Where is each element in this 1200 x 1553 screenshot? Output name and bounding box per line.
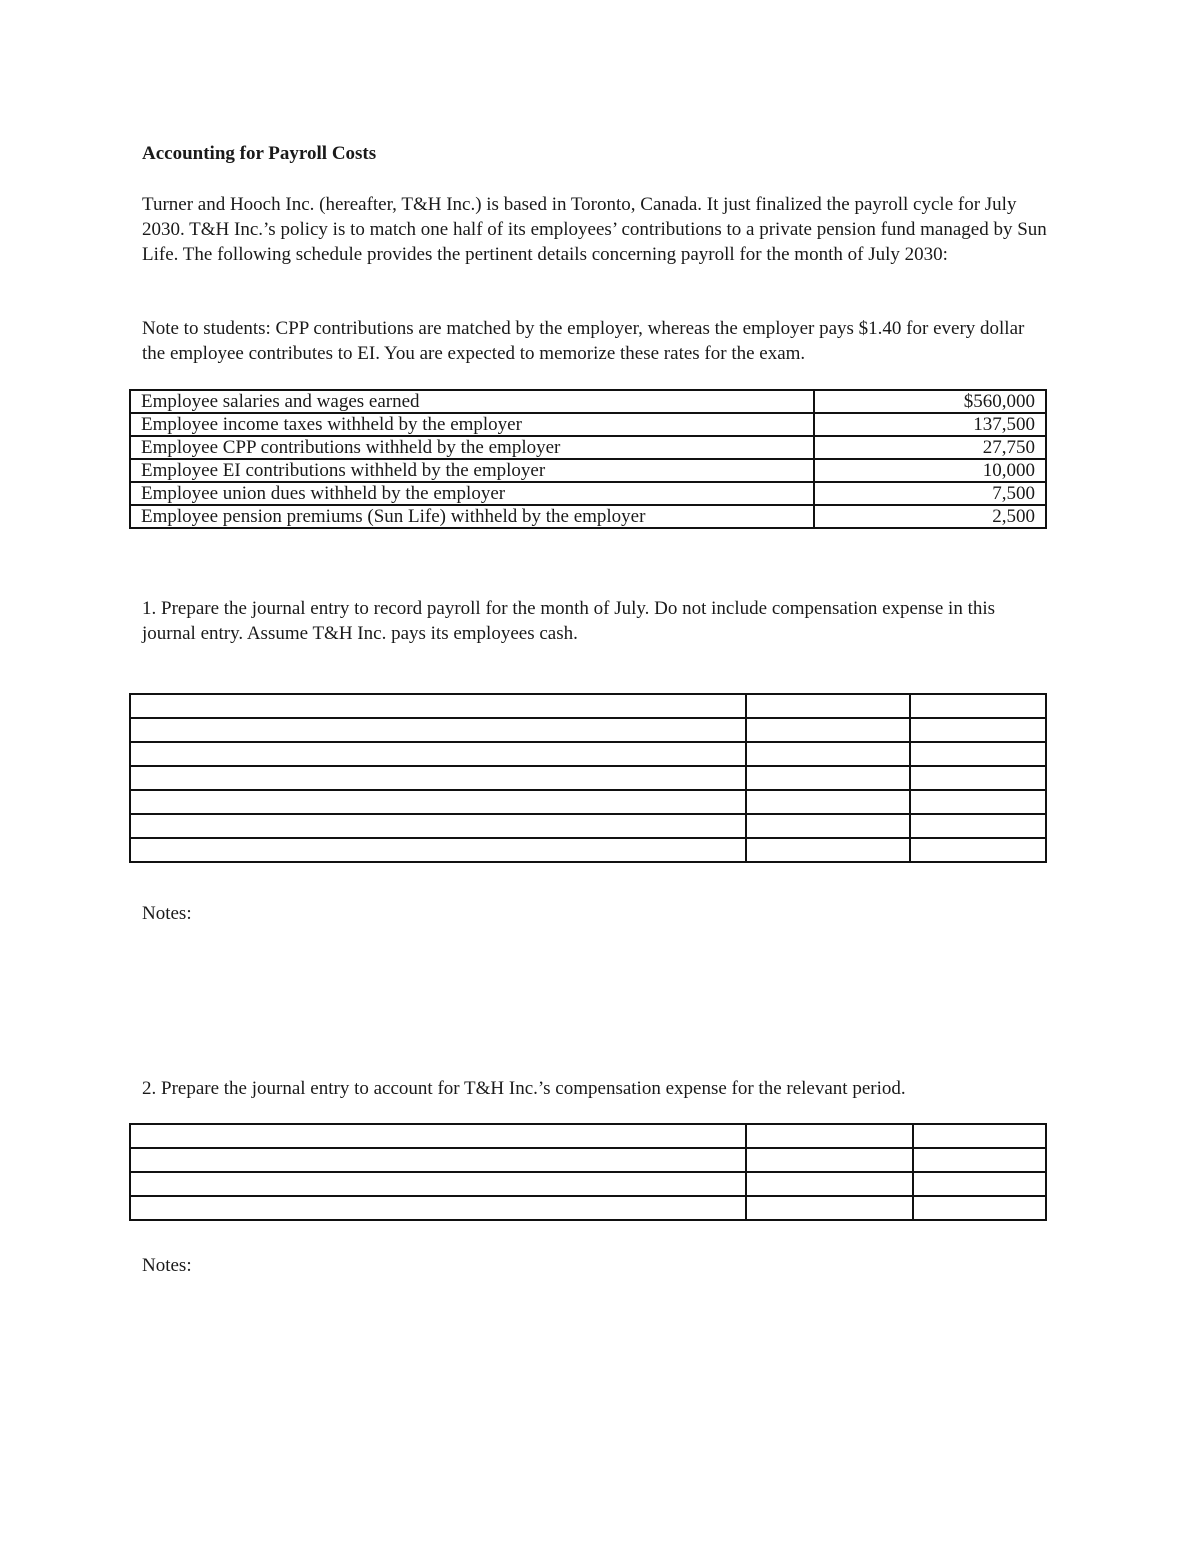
credit-cell[interactable]: [910, 718, 1046, 742]
notes-label-2: Notes:: [142, 1255, 192, 1276]
table-row: [130, 482, 1046, 505]
account-cell[interactable]: [130, 1124, 746, 1148]
debit-cell[interactable]: [746, 718, 910, 742]
account-cell[interactable]: [130, 694, 746, 718]
table-row: [130, 694, 1046, 718]
debit-cell[interactable]: [746, 1196, 913, 1220]
schedule-label: Employee salaries and wages earned: [130, 390, 814, 413]
credit-cell[interactable]: [910, 790, 1046, 814]
credit-cell[interactable]: [910, 766, 1046, 790]
table-row: [130, 436, 1046, 459]
table-row: [130, 413, 1046, 436]
account-cell[interactable]: [130, 1148, 746, 1172]
table-row: [130, 459, 1046, 482]
table-row: [130, 1172, 1046, 1196]
debit-cell[interactable]: [746, 838, 910, 862]
credit-cell[interactable]: [913, 1124, 1046, 1148]
account-cell[interactable]: [130, 814, 746, 838]
account-cell[interactable]: [130, 742, 746, 766]
journal-entry-table-2: [129, 1123, 1047, 1221]
debit-cell[interactable]: [746, 1124, 913, 1148]
credit-cell[interactable]: [910, 694, 1046, 718]
table-row: [130, 718, 1046, 742]
debit-cell[interactable]: [746, 742, 910, 766]
credit-cell[interactable]: [910, 838, 1046, 862]
credit-cell[interactable]: [910, 814, 1046, 838]
debit-cell[interactable]: [746, 694, 910, 718]
schedule-label: Employee EI contributions withheld by the employer: [130, 459, 814, 482]
debit-cell[interactable]: [746, 790, 910, 814]
table-row: [130, 1124, 1046, 1148]
debit-cell[interactable]: [746, 766, 910, 790]
page-title: Accounting for Payroll Costs: [142, 143, 377, 164]
table-row: [130, 814, 1046, 838]
account-cell[interactable]: [130, 838, 746, 862]
schedule-label: Employee pension premiums (Sun Life) withheld by the employer: [130, 505, 814, 528]
table-row: [130, 390, 1046, 413]
debit-cell[interactable]: [746, 1172, 913, 1196]
account-cell[interactable]: [130, 1196, 746, 1220]
notes-label-1: Notes:: [142, 903, 192, 924]
account-cell[interactable]: [130, 718, 746, 742]
credit-cell[interactable]: [913, 1196, 1046, 1220]
schedule-amount: 27,750: [814, 436, 1046, 459]
intro-paragraph: Turner and Hooch Inc. (hereafter, T&H Inc.) is based in Toronto, Canada. It just finalized the payroll cycle for July 2030. T&H Inc.’s policy is to match one half of its employees’ contributions to a private pension fund managed by Sun Life. The following schedule provides the pertinent details concerning payroll for the month of July 2030:: [142, 194, 1047, 265]
credit-cell[interactable]: [913, 1172, 1046, 1196]
schedule-label: Employee union dues withheld by the employer: [130, 482, 814, 505]
table-row: [130, 766, 1046, 790]
credit-cell[interactable]: [913, 1148, 1046, 1172]
schedule-label: Employee CPP contributions withheld by the employer: [130, 436, 814, 459]
schedule-amount: 2,500: [814, 505, 1046, 528]
debit-cell[interactable]: [746, 1148, 913, 1172]
schedule-amount: 10,000: [814, 459, 1046, 482]
question-1: 1. Prepare the journal entry to record payroll for the month of July. Do not include compensation expense in this journal entry. Assume T&H Inc. pays its employees cash.: [142, 598, 996, 644]
payroll-schedule-table: [129, 389, 1047, 529]
table-row: [130, 790, 1046, 814]
account-cell[interactable]: [130, 790, 746, 814]
table-row: [130, 505, 1046, 528]
account-cell[interactable]: [130, 1172, 746, 1196]
credit-cell[interactable]: [910, 742, 1046, 766]
schedule-amount: 137,500: [814, 413, 1046, 436]
account-cell[interactable]: [130, 766, 746, 790]
debit-cell[interactable]: [746, 814, 910, 838]
schedule-amount: $560,000: [814, 390, 1046, 413]
schedule-amount: 7,500: [814, 482, 1046, 505]
table-row: [130, 742, 1046, 766]
journal-entry-table-1: [129, 693, 1047, 863]
note-to-students: Note to students: CPP contributions are matched by the employer, whereas the employer pays $1.40 for every dollar the employee contributes to EI. You are expected to memorize these rates for the exam.: [142, 318, 1025, 364]
schedule-label: Employee income taxes withheld by the employer: [130, 413, 814, 436]
question-2: 2. Prepare the journal entry to account for T&H Inc.’s compensation expense for the relevant period.: [142, 1078, 906, 1099]
table-row: [130, 1196, 1046, 1220]
table-row: [130, 1148, 1046, 1172]
table-row: [130, 838, 1046, 862]
